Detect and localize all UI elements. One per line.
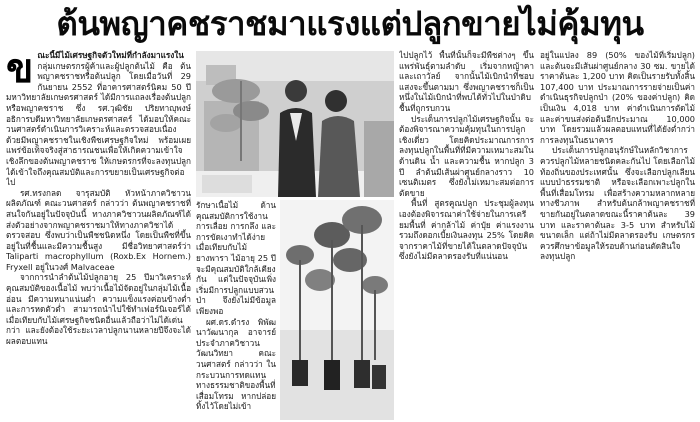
paragraph: กลุ่มเกษตรกรผู้ค้าและผู้ปลูกต้นไม้ คือ ต้นพญาคชราชหรือต้นปลูก โดยเมื่อวันที่ 29 กันยายน 2552 ที่อาคารศาสตร์นิคม 50 ปี มหาวิทยาลัยเกษตรศาสตร์ ได้มีการแถลงเรื่องต้นปลูกหรือพญาคชราช ซึ่ง รศ.วุฒิชัย ปริยทาญุพงษ์ อธิการบดีมหาวิทยาลัยเกษตรศาสตร์ ได้มอบให้คณะวนศาสตร์ดำเนินการวิเคราะห์และตรวจสอบเนื่องด้วยมีพญาคชราชในเชิงพืชเศรษฐกิจใหม่ พร้อมเผยแพร่ข้อเท็จจริงสู่สาธารณชนเพื่อให้เกิดความเข้าใจเชิงลึกของต้นพญาคชราช ให้เกษตรกรที่จะลงทุนปลูกได้เข้าใจถึงคุณสมบัติและการขยายเป็นเศรษฐกิจต่อไป xyxy=(6,60,191,188)
article-column-2 xyxy=(196,200,276,420)
paragraph: อยู่ในแปลง 89 (50% ของไม้ที่เริ่มปลูก) และต้นจะมีเส้นผ่าศูนย์กลาง 30 ซม. ขายได้ราคาต้นละ 1,200 บาท คิดเป็นรายรับทั้งสิ้น 107,400 บาท ประมาณการรายจ่ายเป็นค่าดำเนินธุรกิจปลูกป่า (20% ของค่าปลูก) คิดเป็นเงิน 4,018 บาท ค่าดำเนินการตัดไม้และค่าขนส่งต่อต้นอีกประมาณ 10,000 บาท โดยรวมแล้วผลตอบแทนที่ได้ยังต่ำกว่าการลงทุนในธนาคาร xyxy=(540,50,695,145)
paragraph: พื้นที่ สูตรคูณปลูก ประชุมผู้ลงทุนเองต้องพิจารณาค่าใช้จ่ายในการเตรียมพื้นที่ ค่ากล้าไม้ ค่าปุ๋ย ค่าแรงงาน รวมถึงดอกเบี้ยเงินลงทุน 25% โดยคิดจากราคาไม้ที่ขายได้ในตลาดปัจจุบัน ซึ่งยังไม่มีตลาดรองรับที่แน่นอน xyxy=(399,198,534,262)
paragraph: ไปปลูกไว้ พื้นที่นั้นก็จะมีพืชต่างๆ ขึ้นแพร่พันธุ์ตามลำดับ เริ่มจากหญ้าคาและเถาวัลย์ จากนั้นไม้เบิกนำที่ชอบแสงจะขึ้นตามมา ซึ่งพญาคชราชก็เป็นหนึ่งในไม้เบิกนำที่พบได้ทั่วไปในป่าดิบชื้นที่ถูกรบกวน xyxy=(399,50,534,113)
paragraph: ประเด็นการปลูกไม้เศรษฐกิจนั้น จะต้องพิจารณาความคุ้มทุนในการปลูกเชิงเดี่ยว โดยคิดประมาณการการลงทุนปลูกในพื้นที่ที่มีความเหมาะสมในด้านดิน น้ำ และความชื้น หากปลูก 3 ปี ลำต้นมีเส้นผ่าศูนย์กลางราว 10 เซนติเมตร ซึ่งยังไม่เหมาะสมต่อการตัดขาย xyxy=(399,113,534,198)
article-column-3 xyxy=(399,50,534,420)
photo-exhibit xyxy=(196,51,394,197)
paragraph: ประเด็นการปลูกอนุรักษ์ในหลักวิชาการควรปลูกไม้หลายชนิดคละกันไป โดยเลือกไม้ท้องถิ่นของประเทศนั้น ซึ่งจะเลือกปลูกเลียนแบบป่าธรรมชาติ หรือจะเลือกเพาะปลูกในพื้นที่เสื่อมโทรม เพื่อสร้างความหลากหลายทางชีวภาพ สำหรับต้นกล้าพญาคชราชที่ขายกันอยู่ในตลาดขณะนี้ราคาต้นละ 39 บาท และราคาต้นละ 3-5 บาท สำหรับไม้ขนาดเล็ก แต่ถ้าไม่มีตลาดรองรับ เกษตรกรควรศึกษาข้อมูลให้รอบด้านก่อนตัดสินใจลงทุนปลูก xyxy=(540,145,695,262)
photo-seedlings xyxy=(280,200,394,420)
paragraph: จากการนำลำต้นไม้ปลูกอายุ 25 ปีมาวิเคราะห์คุณสมบัติของเนื้อไม้ พบว่าเนื้อไม้จัดอยู่ในกลุ่มไม้เนื้ออ่อน มีความหนาแน่นต่ำ ความแข็งแรงค่อนข้างต่ำ และการหดตัวต่ำ สามารถนำไปใช้ทำเฟอร์นิเจอร์ได้ เมื่อเทียบกับไม้เศรษฐกิจชนิดอื่นแล้วถือว่าไม่ได้เด่นกว่า และยังต้องใช้ระยะเวลาปลูกนานหลายปีจึงจะได้ผลตอบแทน xyxy=(6,272,191,347)
article-headline: ต้นพญาคชราชมาแรงแต่ปลูกขายไม่คุ้มทุน xyxy=(56,3,644,43)
drop-cap: ข xyxy=(6,50,34,92)
paragraph: ผศ.ดร.ดำรง พิพัฒนาวัฒนากุล อาจารย์ประจำภาควิชาวนวัฒนวิทยา คณะวนศาสตร์ กล่าวว่า ในกระบวนการทดแทนทางธรรมชาติของพื้นที่เสื่อมโทรม หากปล่อยทิ้งไว้โดยไม่เข้า xyxy=(196,316,276,412)
paragraph: รศ.ทรงกลด จารุสมบัติ หัวหน้าภาควิชาวนผลิตภัณฑ์ คณะวนศาสตร์ กล่าวว่า ต้นพญาคชราชที่สนใจกันอยู่ในปัจจุบันนี้ ทางภาควิชาวนผลิตภัณฑ์ได้ส่งตัวอย่างจากพญาคชราชมาให้ทางภาควิชาได้ตรวจสอบ ซึ่งพบว่าเป็นพืชชนิดหนึ่ง โดยเป็นพืชที่ขึ้นอยู่ในที่ชื้นและมีความชื้นสูง มีชื่อวิทยาศาสตร์ว่า Taliparti macrophyllum (Roxb.Ex Hornem.) Fryxell อยู่ในวงศ์ Malvaceae xyxy=(6,187,191,272)
lead-text: ณะนี้มีไม้เศรษฐกิจตัวใหม่ที่กำลังมาแรงใน xyxy=(37,50,184,60)
paragraph: รักษาเนื้อไม้ ด้านคุณสมบัติการใช้งาน การเลื่อย การกลึง และการขัดเงาทำได้ง่าย เมื่อเทียบกับไม้ยางพารา ไม้อายุ 25 ปีจะมีคุณสมบัติใกล้เคียงกัน แต่ในปัจจุบันเพิ่งเริ่มมีการปลูกแบบสวนป่า จึงยังไม่มีข้อมูลเพียงพอ xyxy=(196,200,276,316)
article-column-4 xyxy=(540,50,695,420)
article-column-1 xyxy=(6,50,191,420)
